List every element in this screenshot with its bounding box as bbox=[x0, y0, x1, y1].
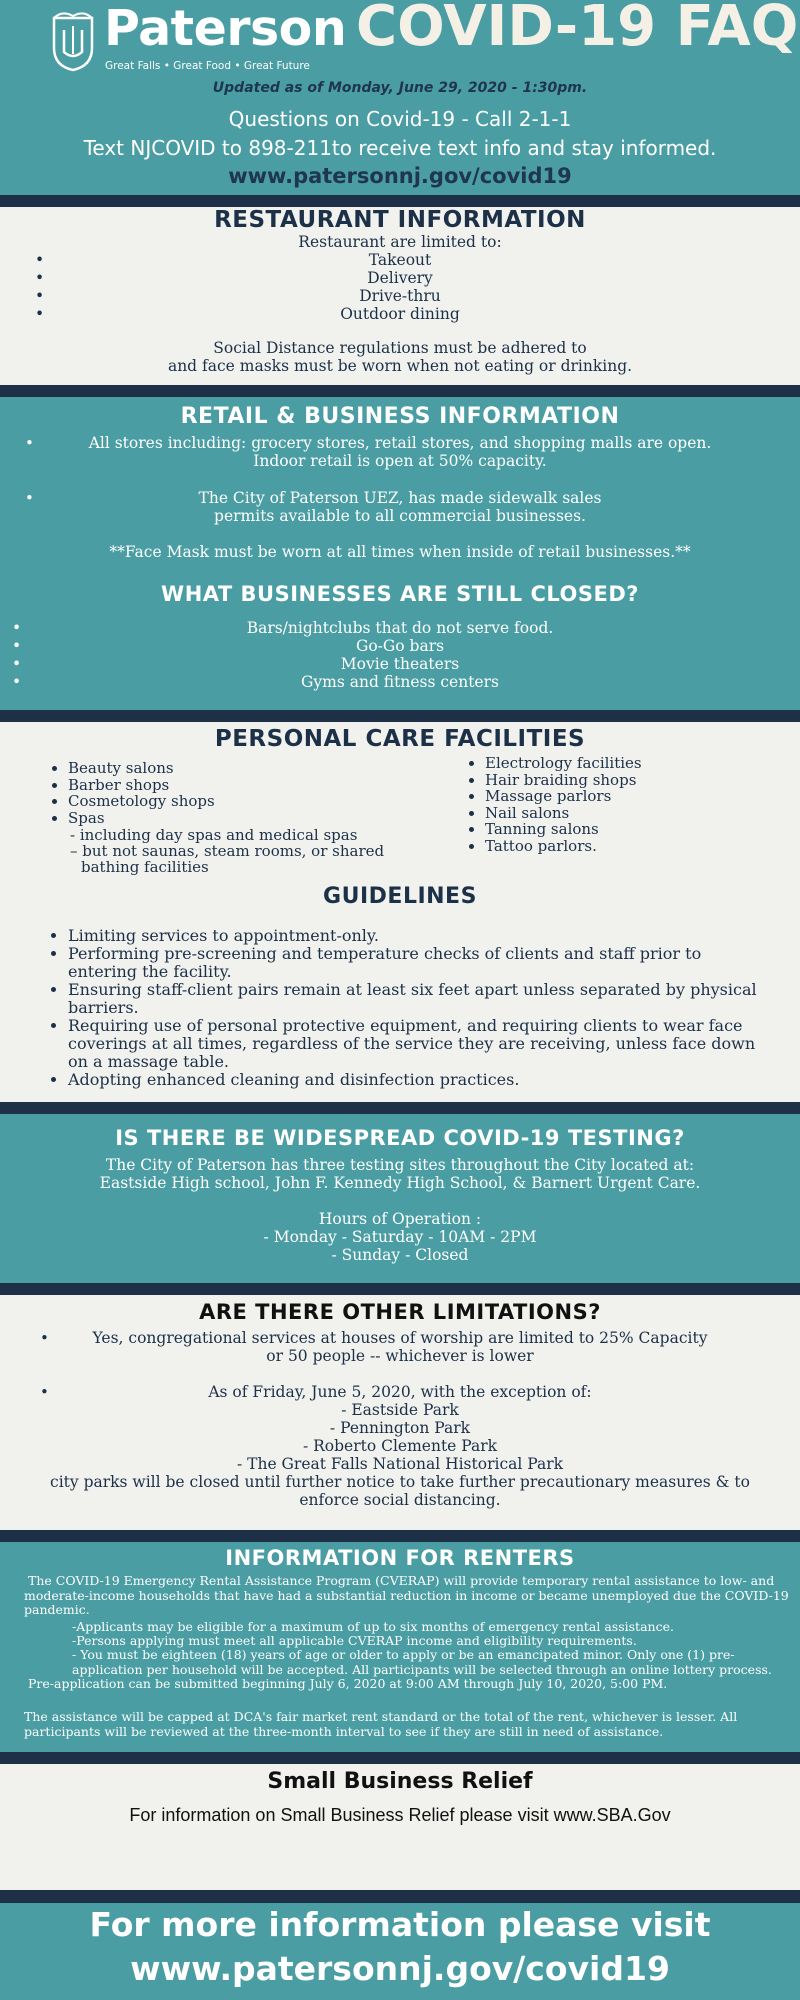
retail-item1-line2: Indoor retail is open at 50% capacity. bbox=[253, 452, 547, 470]
testing-section bbox=[0, 1114, 800, 1283]
renters-para1: The COVID-19 Emergency Rental Assistance Program (CVERAP) will provide temporary rental assistance to low- and moderate-income households that have had a substantial reduction in income or became unemployed due the COVID-19 pandemic. bbox=[24, 1573, 789, 1617]
spa-sub-2a: – but not saunas, steam rooms, or shared bbox=[70, 842, 385, 860]
logo-tagline: Great Falls • Great Food • Great Future bbox=[105, 60, 310, 72]
testing-heading: IS THERE BE WIDESPREAD COVID-19 TESTING? bbox=[115, 1126, 685, 1150]
list-item: • Barber shops bbox=[68, 777, 408, 794]
limitations-closing-line2: enforce social distancing. bbox=[299, 1491, 501, 1509]
bullet-dot: • bbox=[25, 434, 34, 452]
list-item: • Drive-thru bbox=[0, 287, 800, 305]
closed-list bbox=[0, 619, 800, 691]
renters-bullet1: -Applicants may be eligible for a maximum of up to six months of emergency rental assistance. bbox=[72, 1619, 674, 1634]
list-item: • Nail salons bbox=[485, 805, 785, 822]
list-item: • Massage parlors bbox=[485, 788, 785, 805]
list-item: • Hair braiding shops bbox=[485, 772, 785, 789]
divider bbox=[0, 1102, 800, 1114]
renters-section bbox=[0, 1542, 800, 1752]
list-item: • Limiting services to appointment-only. bbox=[68, 927, 768, 945]
list-item: • Spas bbox=[68, 810, 408, 827]
footer-url-link[interactable]: www.patersonnj.gov/covid19 bbox=[130, 1949, 670, 1988]
divider bbox=[0, 1890, 800, 1903]
divider bbox=[0, 1752, 800, 1764]
list-item: • Outdoor dining bbox=[0, 305, 800, 323]
list-item: • Gyms and fitness centers bbox=[0, 673, 800, 691]
retail-item2-line2: permits available to all commercial businesses. bbox=[214, 507, 586, 525]
call-line: Questions on Covid-19 - Call 2-1-1 bbox=[228, 107, 572, 131]
list-item: • Adopting enhanced cleaning and disinfection practices. bbox=[68, 1071, 768, 1089]
retail-item2-line1: The City of Paterson UEZ, has made sidewalk sales bbox=[198, 489, 602, 507]
list-item: • Tanning salons bbox=[485, 821, 785, 838]
logo-text: Paterson bbox=[104, 0, 347, 57]
personal-care-right-list bbox=[485, 755, 785, 854]
list-item: • Tattoo parlors. bbox=[485, 838, 785, 855]
sba-link[interactable]: For information on Small Business Relief please visit www.SBA.Gov bbox=[129, 1805, 671, 1825]
footer-section bbox=[0, 1903, 800, 2000]
spa-sub-2b: bathing facilities bbox=[81, 858, 209, 876]
small-business-heading: Small Business Relief bbox=[267, 1769, 533, 1794]
spa-sub-1: - including day spas and medical spas bbox=[70, 826, 358, 844]
retail-item1-line1: All stores including: grocery stores, retail stores, and shopping malls are open. bbox=[88, 434, 712, 452]
bullet-dot: • bbox=[25, 489, 34, 507]
renters-bullet3: - You must be eighteen (18) years of age or older to apply or be an emancipated minor. Only one (1) pre-application per household will be accepted. All participants will be selected through an online lottery process. bbox=[72, 1647, 772, 1677]
guidelines-list bbox=[68, 927, 768, 1089]
footer-line1: For more information please visit bbox=[89, 1905, 711, 1944]
divider bbox=[0, 710, 800, 722]
closed-heading: WHAT BUSINESSES ARE STILL CLOSED? bbox=[161, 582, 639, 606]
limitations-item2-line1: As of Friday, June 5, 2020, with the exception of: bbox=[208, 1383, 592, 1401]
city-seal-icon bbox=[50, 8, 96, 72]
list-item: • Movie theaters bbox=[0, 655, 800, 673]
updated-date: Updated as of Monday, June 29, 2020 - 1:30pm. bbox=[212, 80, 588, 96]
divider bbox=[0, 385, 800, 397]
list-item: • Performing pre-screening and temperature checks of clients and staff prior to entering the facility. bbox=[68, 945, 768, 981]
bullet-dot: • bbox=[40, 1383, 49, 1401]
retail-heading: RETAIL & BUSINESS INFORMATION bbox=[180, 404, 620, 429]
restaurant-note-line1: Social Distance regulations must be adhered to bbox=[213, 339, 587, 357]
restaurant-intro: Restaurant are limited to: bbox=[298, 233, 502, 251]
renters-preapp: Pre-application can be submitted beginning July 6, 2020 at 9:00 AM through July 10, 2020, 5:00 PM. bbox=[28, 1676, 668, 1691]
list-item: • Electrology facilities bbox=[485, 755, 785, 772]
list-item: • Cosmetology shops bbox=[68, 793, 408, 810]
renters-heading: INFORMATION FOR RENTERS bbox=[225, 1546, 575, 1570]
hours-weekday: - Monday - Saturday - 10AM - 2PM bbox=[263, 1228, 537, 1246]
renters-bullet2: -Persons applying must meet all applicable CVERAP income and eligibility requirements. bbox=[72, 1633, 637, 1648]
covid19-url-link[interactable]: www.patersonnj.gov/covid19 bbox=[228, 164, 572, 188]
list-item: • Beauty salons bbox=[68, 760, 408, 777]
retail-mask-note: **Face Mask must be worn at all times when inside of retail businesses.** bbox=[109, 543, 691, 561]
list-item: • Go-Go bars bbox=[0, 637, 800, 655]
limitations-heading: ARE THERE OTHER LIMITATIONS? bbox=[199, 1300, 601, 1324]
hours-sunday: - Sunday - Closed bbox=[331, 1246, 469, 1264]
personal-care-heading: PERSONAL CARE FACILITIES bbox=[214, 726, 586, 752]
hours-label: Hours of Operation : bbox=[318, 1210, 482, 1228]
testing-line1: The City of Paterson has three testing sites throughout the City located at: bbox=[105, 1156, 695, 1174]
retail-section bbox=[0, 397, 800, 710]
limitations-section bbox=[0, 1295, 800, 1530]
restaurant-heading: RESTAURANT INFORMATION bbox=[214, 207, 586, 233]
list-item: • Requiring use of personal protective equipment, and requiring clients to wear face coverings at all times, regardless of the service they are receiving, unless face down on a massage table. bbox=[68, 1017, 768, 1071]
list-item: • Delivery bbox=[0, 269, 800, 287]
limitations-item1-line2: or 50 people -- whichever is lower bbox=[266, 1347, 534, 1365]
paterson-logo bbox=[50, 0, 347, 74]
restaurant-section bbox=[0, 207, 800, 385]
park-pennington: - Pennington Park bbox=[329, 1419, 471, 1437]
park-roberto-clemente: - Roberto Clemente Park bbox=[302, 1437, 498, 1455]
personal-care-section bbox=[0, 722, 800, 1102]
list-item: • Takeout bbox=[0, 251, 800, 269]
restaurant-note-line2: and face masks must be worn when not eating or drinking. bbox=[167, 357, 633, 375]
limitations-closing-line1: city parks will be closed until further notice to take further precautionary measures & to bbox=[50, 1473, 750, 1491]
page-title: COVID-19 FAQ bbox=[356, 0, 799, 59]
divider bbox=[0, 1530, 800, 1542]
list-item: • Ensuring staff-client pairs remain at least six feet apart unless separated by physical barriers. bbox=[68, 981, 768, 1017]
testing-line2: Eastside High school, John F. Kennedy High School, & Barnert Urgent Care. bbox=[99, 1174, 701, 1192]
personal-care-left-list bbox=[68, 760, 408, 826]
divider bbox=[0, 195, 800, 207]
divider bbox=[0, 1283, 800, 1295]
limitations-item1-line1: Yes, congregational services at houses of worship are limited to 25% Capacity bbox=[92, 1329, 708, 1347]
guidelines-heading: GUIDELINES bbox=[323, 884, 477, 909]
renters-para2: The assistance will be capped at DCA's fair market rent standard or the total of the rent, whichever is lesser. All participants will be reviewed at the three-month interval to see if they are still in need of assistance. bbox=[24, 1709, 738, 1739]
park-eastside: - Eastside Park bbox=[341, 1401, 459, 1419]
small-business-section bbox=[0, 1764, 800, 1890]
list-item: • Bars/nightclubs that do not serve food. bbox=[0, 619, 800, 637]
restaurant-list bbox=[0, 251, 800, 323]
park-great-falls: - The Great Falls National Historical Park bbox=[236, 1455, 564, 1473]
bullet-dot: • bbox=[40, 1329, 49, 1347]
text-line: Text NJCOVID to 898-211to receive text info and stay informed. bbox=[83, 136, 717, 160]
header-section bbox=[0, 0, 800, 195]
